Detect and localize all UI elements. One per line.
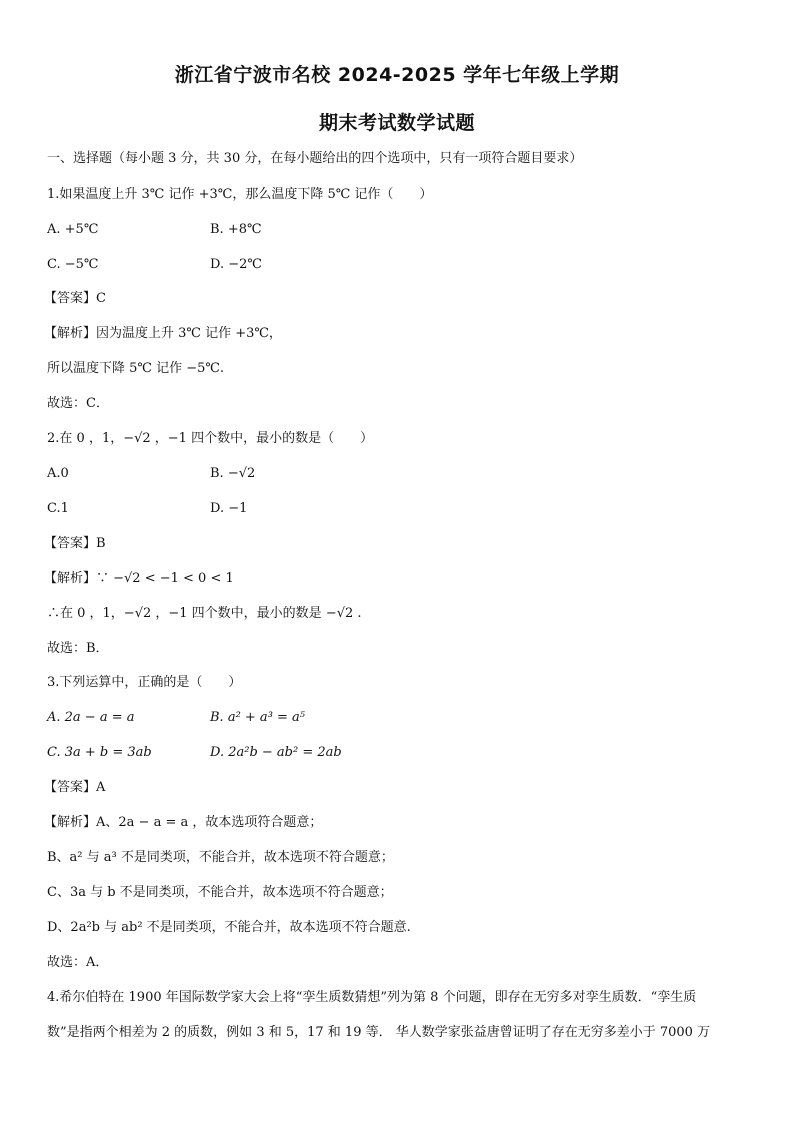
question-2-option-b: B. −√2 <box>210 466 256 481</box>
question-2-option-a: A.0 <box>47 466 69 481</box>
question-3-analysis-d: D、2a²b 与 ab² 不是同类项，不能合并，故本选项不符合题意. <box>47 920 411 935</box>
question-3-stem: 3.下列运算中，正确的是（ ） <box>47 675 242 690</box>
question-2-option-c: C.1 <box>47 501 69 516</box>
question-3-option-a: A. 2a − a = a <box>47 710 135 725</box>
question-1-analysis-cont: 所以温度下降 5℃ 记作 −5℃. <box>47 361 225 376</box>
question-1-option-d: D. −2℃ <box>210 257 262 272</box>
document-subtitle: 期末考试数学试题 <box>318 112 475 134</box>
section-heading: 一、选择题（每小题 3 分，共 30 分，在每小题给出的四个选项中，只有一项符合题目要求） <box>47 151 583 166</box>
question-3-analysis-c: C、3a 与 b 不是同类项，不能合并，故本选项不符合题意； <box>47 885 393 900</box>
question-3-option-b: B. a² + a³ = a⁵ <box>210 710 306 725</box>
question-4-stem: 4.希尔伯特在 1900 年国际数学家大会上将“孪生质数猜想”列为第 8 个问题，即存在无穷多对孪生质数．“孪生质 <box>47 990 697 1005</box>
question-3-choose: 故选：A． <box>47 955 109 970</box>
question-4-stem-cont: 数”是指两个相差为 2 的质数，例如 3 和 5，17 和 19 等． 华人数学家张益唐曾证明了存在无穷多差小于 7000 万 <box>47 1025 711 1040</box>
document-title: 浙江省宁波市名校 2024-2025 学年七年级上学期 <box>174 64 620 86</box>
question-2-analysis-cont: ∴在 0 ，1，−√2 ，−1 四个数中，最小的数是 −√2 . <box>47 606 362 621</box>
question-3-analysis: 【解析】A、2a − a = a ，故本选项符合题意； <box>44 815 323 830</box>
question-2-answer: 【答案】B <box>44 536 106 551</box>
question-3-answer: 【答案】A <box>44 780 106 795</box>
question-1-choose: 故选：C． <box>47 396 109 411</box>
question-2-option-d: D. −1 <box>210 501 248 516</box>
question-1-stem: 1.如果温度上升 3℃ 记作 +3℃，那么温度下降 5℃ 记作（ ） <box>47 187 433 202</box>
question-3-option-d: D. 2a²b − ab² = 2ab <box>210 745 342 760</box>
question-1-option-b: B. +8℃ <box>210 222 262 237</box>
question-2-stem: 2.在 0 ，1，−√2 ，−1 四个数中，最小的数是（ ） <box>47 431 374 446</box>
question-2-choose: 故选：B． <box>47 641 109 656</box>
question-1-option-a: A. +5℃ <box>47 222 99 237</box>
question-2-analysis: 【解析】∵ −√2 < −1 < 0 < 1 <box>44 571 234 586</box>
question-3-analysis-b: B、a² 与 a³ 不是同类项，不能合并，故本选项不符合题意； <box>47 850 394 865</box>
question-1-answer: 【答案】C <box>44 291 106 306</box>
question-3-option-c: C. 3a + b = 3ab <box>47 745 152 760</box>
question-1-analysis: 【解析】因为温度上升 3℃ 记作 +3℃， <box>44 326 282 341</box>
question-1-option-c: C. −5℃ <box>47 257 99 272</box>
